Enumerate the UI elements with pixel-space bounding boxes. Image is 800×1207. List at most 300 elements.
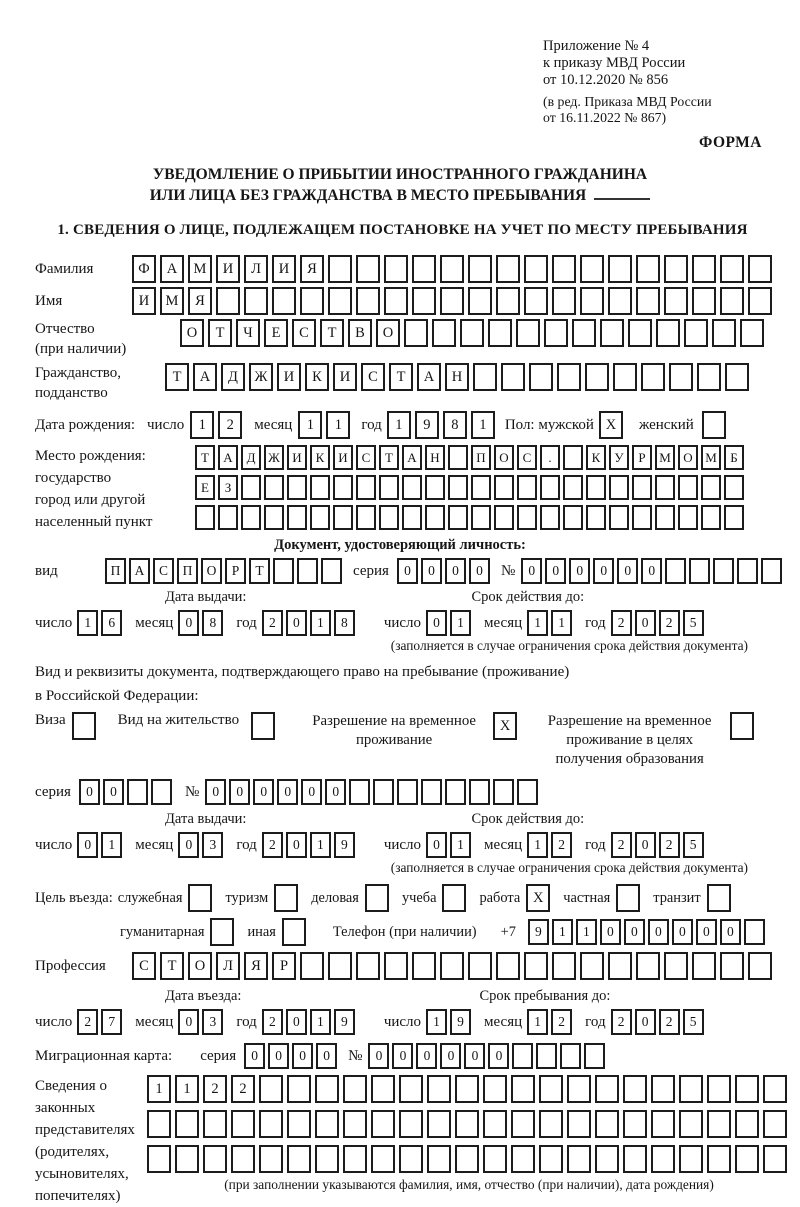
form-cell[interactable]: 0	[229, 779, 250, 805]
residence-permit-checkbox[interactable]	[251, 712, 279, 740]
entry-day-cells[interactable]	[77, 1009, 125, 1035]
visa-checkbox[interactable]	[72, 712, 100, 740]
form-cell[interactable]: О	[376, 319, 400, 347]
form-cell[interactable]: 2	[659, 1009, 680, 1035]
birth-day-cells[interactable]	[190, 411, 246, 439]
form-cell[interactable]: И	[333, 445, 353, 470]
purpose-commercial-checkbox[interactable]	[365, 884, 389, 912]
form-cell[interactable]: М	[160, 287, 184, 315]
form-cell[interactable]: 0	[205, 779, 226, 805]
form-cell[interactable]	[203, 1145, 227, 1173]
form-cell[interactable]: О	[180, 319, 204, 347]
form-cell[interactable]	[264, 505, 284, 530]
form-cell[interactable]	[572, 319, 596, 347]
form-cell[interactable]	[471, 475, 491, 500]
form-cell[interactable]: 1	[527, 610, 548, 636]
form-cell[interactable]	[655, 475, 675, 500]
birthplace-row3-cells[interactable]	[195, 505, 747, 530]
form-cell[interactable]	[384, 287, 408, 315]
purpose-business-checkbox[interactable]	[188, 884, 216, 912]
doc-issue-month-cells[interactable]	[178, 610, 226, 636]
form-cell[interactable]	[585, 363, 609, 391]
form-cell[interactable]: 1	[298, 411, 322, 439]
form-cell[interactable]: 0	[464, 1043, 485, 1069]
form-cell[interactable]	[763, 1145, 787, 1173]
purpose-private-checkbox[interactable]	[616, 884, 640, 912]
form-cell[interactable]	[328, 287, 352, 315]
form-cell[interactable]: 0	[648, 919, 669, 945]
purpose-study-checkbox[interactable]	[442, 884, 466, 912]
form-cell[interactable]	[272, 287, 296, 315]
form-cell[interactable]	[664, 255, 688, 283]
form-cell[interactable]	[679, 1145, 703, 1173]
form-cell[interactable]	[623, 1145, 647, 1173]
form-cell[interactable]	[315, 1110, 339, 1138]
form-cell[interactable]: 2	[611, 832, 632, 858]
form-cell[interactable]	[584, 1043, 605, 1069]
form-cell[interactable]: 0	[641, 558, 662, 584]
form-cell[interactable]	[371, 1110, 395, 1138]
form-cell[interactable]: Я	[244, 952, 268, 980]
form-cell[interactable]: 9	[528, 919, 549, 945]
form-cell[interactable]	[524, 952, 548, 980]
form-cell[interactable]: 1	[471, 411, 495, 439]
form-cell[interactable]	[241, 505, 261, 530]
form-cell[interactable]	[595, 1075, 619, 1103]
form-cell[interactable]	[678, 475, 698, 500]
form-cell[interactable]	[421, 779, 442, 805]
form-cell[interactable]	[517, 779, 538, 805]
form-cell[interactable]	[412, 287, 436, 315]
form-cell[interactable]: 0	[624, 919, 645, 945]
form-cell[interactable]	[692, 287, 716, 315]
form-cell[interactable]: М	[188, 255, 212, 283]
form-cell[interactable]: 0	[635, 610, 656, 636]
form-cell[interactable]	[511, 1110, 535, 1138]
form-cell[interactable]	[724, 475, 744, 500]
purpose-work-checkbox[interactable]: X	[526, 884, 550, 912]
form-cell[interactable]: А	[402, 445, 422, 470]
form-cell[interactable]: 0	[440, 1043, 461, 1069]
male-checkbox[interactable]: X	[599, 411, 623, 439]
form-cell[interactable]: С	[361, 363, 385, 391]
form-cell[interactable]	[707, 1110, 731, 1138]
form-cell[interactable]	[552, 287, 576, 315]
form-cell[interactable]: О	[188, 952, 212, 980]
form-cell[interactable]	[560, 1043, 581, 1069]
form-cell[interactable]: И	[216, 255, 240, 283]
doc-valid-year-cells[interactable]	[611, 610, 707, 636]
form-cell[interactable]: 2	[262, 832, 283, 858]
representatives-row2-cells[interactable]	[147, 1110, 791, 1138]
form-cell[interactable]: А	[160, 255, 184, 283]
form-cell[interactable]	[512, 1043, 533, 1069]
form-cell[interactable]: 9	[415, 411, 439, 439]
form-cell[interactable]	[218, 505, 238, 530]
form-cell[interactable]: 5	[683, 832, 704, 858]
form-cell[interactable]: Ж	[249, 363, 273, 391]
form-cell[interactable]: 8	[443, 411, 467, 439]
form-cell[interactable]: П	[471, 445, 491, 470]
form-cell[interactable]	[300, 952, 324, 980]
form-cell[interactable]	[244, 287, 268, 315]
representatives-row3-cells[interactable]	[147, 1145, 791, 1173]
form-cell[interactable]	[356, 952, 380, 980]
form-cell[interactable]	[580, 255, 604, 283]
form-cell[interactable]: 0	[545, 558, 566, 584]
form-cell[interactable]: 1	[527, 832, 548, 858]
form-cell[interactable]	[567, 1110, 591, 1138]
res-series-cells[interactable]	[79, 779, 175, 805]
form-cell[interactable]: И	[287, 445, 307, 470]
form-cell[interactable]: 1	[175, 1075, 199, 1103]
form-cell[interactable]: 0	[426, 610, 447, 636]
form-cell[interactable]	[609, 505, 629, 530]
representatives-row1-cells[interactable]	[147, 1075, 791, 1103]
form-cell[interactable]: 0	[445, 558, 466, 584]
form-cell[interactable]	[496, 952, 520, 980]
form-cell[interactable]	[608, 287, 632, 315]
form-cell[interactable]	[689, 558, 710, 584]
form-cell[interactable]	[632, 505, 652, 530]
entry-year-cells[interactable]	[262, 1009, 358, 1035]
form-cell[interactable]: 9	[450, 1009, 471, 1035]
form-cell[interactable]: Р	[225, 558, 246, 584]
form-cell[interactable]	[321, 558, 342, 584]
form-cell[interactable]	[440, 287, 464, 315]
form-cell[interactable]: Н	[425, 445, 445, 470]
form-cell[interactable]: 2	[659, 832, 680, 858]
form-cell[interactable]	[402, 505, 422, 530]
form-cell[interactable]	[379, 505, 399, 530]
form-cell[interactable]: М	[701, 445, 721, 470]
form-cell[interactable]	[552, 255, 576, 283]
form-cell[interactable]: Н	[445, 363, 469, 391]
form-cell[interactable]: Т	[379, 445, 399, 470]
form-cell[interactable]: 0	[286, 610, 307, 636]
form-cell[interactable]	[147, 1145, 171, 1173]
form-cell[interactable]	[608, 255, 632, 283]
form-cell[interactable]	[203, 1110, 227, 1138]
form-cell[interactable]	[496, 287, 520, 315]
form-cell[interactable]	[427, 1110, 451, 1138]
form-cell[interactable]: 0	[268, 1043, 289, 1069]
form-cell[interactable]: О	[494, 445, 514, 470]
form-cell[interactable]: 9	[334, 1009, 355, 1035]
form-cell[interactable]	[712, 319, 736, 347]
purpose-study-checkbox[interactable]	[442, 884, 470, 912]
form-cell[interactable]: 0	[569, 558, 590, 584]
form-cell[interactable]	[315, 1075, 339, 1103]
form-cell[interactable]: А	[129, 558, 150, 584]
given-name-cells[interactable]	[132, 287, 776, 315]
form-cell[interactable]	[655, 505, 675, 530]
form-cell[interactable]: 2	[231, 1075, 255, 1103]
form-cell[interactable]	[328, 255, 352, 283]
form-cell[interactable]	[692, 255, 716, 283]
temp-residence-edu-checkbox[interactable]	[730, 712, 758, 740]
form-cell[interactable]	[517, 475, 537, 500]
stay-day-cells[interactable]	[426, 1009, 474, 1035]
form-cell[interactable]: 0	[696, 919, 717, 945]
form-cell[interactable]: З	[218, 475, 238, 500]
form-cell[interactable]	[628, 319, 652, 347]
temp-residence-checkbox[interactable]: X	[493, 712, 517, 740]
form-cell[interactable]	[763, 1110, 787, 1138]
form-cell[interactable]	[539, 1110, 563, 1138]
form-cell[interactable]: Т	[249, 558, 270, 584]
purpose-other-checkbox[interactable]	[282, 918, 306, 946]
form-cell[interactable]: Л	[216, 952, 240, 980]
form-cell[interactable]	[609, 475, 629, 500]
form-cell[interactable]: С	[132, 952, 156, 980]
form-cell[interactable]: 0	[244, 1043, 265, 1069]
form-cell[interactable]	[287, 1110, 311, 1138]
purpose-private-checkbox[interactable]	[616, 884, 644, 912]
form-cell[interactable]	[563, 445, 583, 470]
form-cell[interactable]: Т	[389, 363, 413, 391]
doc-kind-cells[interactable]	[105, 558, 345, 584]
form-cell[interactable]: 5	[683, 610, 704, 636]
form-cell[interactable]	[300, 287, 324, 315]
form-cell[interactable]: Т	[160, 952, 184, 980]
form-cell[interactable]	[623, 1075, 647, 1103]
form-cell[interactable]: О	[678, 445, 698, 470]
form-cell[interactable]	[445, 779, 466, 805]
form-cell[interactable]: Ч	[236, 319, 260, 347]
form-cell[interactable]	[567, 1075, 591, 1103]
form-cell[interactable]: 2	[551, 1009, 572, 1035]
form-cell[interactable]: Я	[300, 255, 324, 283]
doc-valid-day-cells[interactable]	[426, 610, 474, 636]
form-cell[interactable]	[427, 1075, 451, 1103]
form-cell[interactable]	[651, 1075, 675, 1103]
form-cell[interactable]: 0	[292, 1043, 313, 1069]
form-cell[interactable]	[488, 319, 512, 347]
form-cell[interactable]	[460, 319, 484, 347]
form-cell[interactable]	[402, 475, 422, 500]
form-cell[interactable]: 2	[262, 610, 283, 636]
form-cell[interactable]	[737, 558, 758, 584]
form-cell[interactable]: 1	[527, 1009, 548, 1035]
form-cell[interactable]: Т	[208, 319, 232, 347]
form-cell[interactable]	[761, 558, 782, 584]
form-cell[interactable]: 1	[190, 411, 214, 439]
form-cell[interactable]	[563, 505, 583, 530]
birthplace-row1-cells[interactable]	[195, 445, 747, 470]
form-cell[interactable]: К	[305, 363, 329, 391]
doc-valid-month-cells[interactable]	[527, 610, 575, 636]
form-cell[interactable]: П	[177, 558, 198, 584]
form-cell[interactable]	[397, 779, 418, 805]
form-cell[interactable]	[529, 363, 553, 391]
form-cell[interactable]	[552, 952, 576, 980]
res-valid-day-cells[interactable]	[426, 832, 474, 858]
form-cell[interactable]: 0	[178, 1009, 199, 1035]
form-cell[interactable]: Е	[264, 319, 288, 347]
form-cell[interactable]: Б	[724, 445, 744, 470]
form-cell[interactable]	[259, 1110, 283, 1138]
form-cell[interactable]: И	[132, 287, 156, 315]
purpose-other-checkbox[interactable]	[282, 918, 310, 946]
form-cell[interactable]	[713, 558, 734, 584]
res-valid-year-cells[interactable]	[611, 832, 707, 858]
form-cell[interactable]	[557, 363, 581, 391]
res-issue-day-cells[interactable]	[77, 832, 125, 858]
form-cell[interactable]: А	[218, 445, 238, 470]
form-cell[interactable]: 1	[147, 1075, 171, 1103]
doc-series-cells[interactable]	[397, 558, 493, 584]
form-cell[interactable]	[343, 1110, 367, 1138]
res-number-cells[interactable]	[205, 779, 541, 805]
form-cell[interactable]: А	[193, 363, 217, 391]
form-cell[interactable]: 0	[617, 558, 638, 584]
form-cell[interactable]: 1	[552, 919, 573, 945]
form-cell[interactable]: 1	[77, 610, 98, 636]
form-cell[interactable]	[356, 475, 376, 500]
form-cell[interactable]: 0	[286, 1009, 307, 1035]
form-cell[interactable]	[468, 952, 492, 980]
form-cell[interactable]: 8	[202, 610, 223, 636]
form-cell[interactable]: 9	[334, 832, 355, 858]
form-cell[interactable]: 2	[77, 1009, 98, 1035]
form-cell[interactable]: 0	[426, 832, 447, 858]
form-cell[interactable]	[540, 505, 560, 530]
citizenship-cells[interactable]	[165, 363, 753, 391]
form-cell[interactable]: Л	[244, 255, 268, 283]
form-cell[interactable]	[539, 1075, 563, 1103]
form-cell[interactable]	[147, 1110, 171, 1138]
form-cell[interactable]	[563, 475, 583, 500]
form-cell[interactable]	[748, 287, 772, 315]
form-cell[interactable]	[371, 1145, 395, 1173]
form-cell[interactable]	[720, 255, 744, 283]
form-cell[interactable]: 0	[301, 779, 322, 805]
form-cell[interactable]: И	[277, 363, 301, 391]
form-cell[interactable]	[720, 287, 744, 315]
form-cell[interactable]	[600, 319, 624, 347]
form-cell[interactable]	[586, 475, 606, 500]
form-cell[interactable]	[315, 1145, 339, 1173]
form-cell[interactable]	[127, 779, 148, 805]
form-cell[interactable]	[740, 319, 764, 347]
form-cell[interactable]	[483, 1145, 507, 1173]
form-cell[interactable]: Ф	[132, 255, 156, 283]
form-cell[interactable]	[567, 1145, 591, 1173]
form-cell[interactable]: 0	[277, 779, 298, 805]
form-cell[interactable]: 0	[178, 610, 199, 636]
form-cell[interactable]	[735, 1110, 759, 1138]
res-valid-month-cells[interactable]	[527, 832, 575, 858]
form-cell[interactable]	[427, 1145, 451, 1173]
form-cell[interactable]	[455, 1110, 479, 1138]
form-cell[interactable]	[735, 1145, 759, 1173]
form-cell[interactable]	[665, 558, 686, 584]
purpose-tourism-checkbox[interactable]	[274, 884, 302, 912]
form-cell[interactable]	[496, 255, 520, 283]
form-cell[interactable]: А	[417, 363, 441, 391]
form-cell[interactable]: 1	[551, 610, 572, 636]
form-cell[interactable]	[310, 505, 330, 530]
form-cell[interactable]: 2	[659, 610, 680, 636]
form-cell[interactable]	[701, 505, 721, 530]
form-cell[interactable]	[356, 287, 380, 315]
form-cell[interactable]: 0	[397, 558, 418, 584]
form-cell[interactable]	[425, 505, 445, 530]
form-cell[interactable]	[595, 1145, 619, 1173]
form-cell[interactable]: 0	[77, 832, 98, 858]
form-cell[interactable]: Р	[632, 445, 652, 470]
form-cell[interactable]: Т	[320, 319, 344, 347]
form-cell[interactable]: 1	[310, 610, 331, 636]
form-cell[interactable]	[468, 287, 492, 315]
form-cell[interactable]	[287, 1075, 311, 1103]
form-cell[interactable]: 3	[202, 1009, 223, 1035]
form-cell[interactable]	[540, 475, 560, 500]
stay-month-cells[interactable]	[527, 1009, 575, 1035]
form-cell[interactable]: С	[292, 319, 316, 347]
form-cell[interactable]	[707, 1145, 731, 1173]
form-cell[interactable]	[725, 363, 749, 391]
form-cell[interactable]: С	[356, 445, 376, 470]
form-cell[interactable]	[684, 319, 708, 347]
form-cell[interactable]: В	[348, 319, 372, 347]
form-cell[interactable]: К	[310, 445, 330, 470]
doc-issue-year-cells[interactable]	[262, 610, 358, 636]
form-cell[interactable]	[748, 952, 772, 980]
form-cell[interactable]	[195, 505, 215, 530]
birth-month-cells[interactable]	[298, 411, 354, 439]
form-cell[interactable]: 0	[416, 1043, 437, 1069]
form-cell[interactable]	[669, 363, 693, 391]
form-cell[interactable]	[724, 505, 744, 530]
form-cell[interactable]: О	[201, 558, 222, 584]
form-cell[interactable]	[469, 779, 490, 805]
form-cell[interactable]	[259, 1075, 283, 1103]
surname-cells[interactable]	[132, 255, 776, 283]
form-cell[interactable]	[399, 1110, 423, 1138]
purpose-business-checkbox[interactable]	[188, 884, 212, 912]
form-cell[interactable]: 1	[310, 832, 331, 858]
form-cell[interactable]	[448, 475, 468, 500]
male-checkbox[interactable]	[599, 411, 627, 439]
form-cell[interactable]	[483, 1075, 507, 1103]
form-cell[interactable]	[310, 475, 330, 500]
form-cell[interactable]	[586, 505, 606, 530]
form-cell[interactable]: 1	[310, 1009, 331, 1035]
form-cell[interactable]	[287, 475, 307, 500]
phone-cells[interactable]	[528, 919, 768, 945]
visa-checkbox[interactable]	[72, 712, 96, 740]
form-cell[interactable]	[297, 558, 318, 584]
form-cell[interactable]	[636, 255, 660, 283]
form-cell[interactable]	[735, 1075, 759, 1103]
entry-month-cells[interactable]	[178, 1009, 226, 1035]
form-cell[interactable]	[343, 1145, 367, 1173]
form-cell[interactable]: 2	[203, 1075, 227, 1103]
form-cell[interactable]	[287, 1145, 311, 1173]
form-cell[interactable]	[287, 505, 307, 530]
form-cell[interactable]	[399, 1075, 423, 1103]
form-cell[interactable]	[501, 363, 525, 391]
form-cell[interactable]	[636, 952, 660, 980]
form-cell[interactable]: 1	[326, 411, 350, 439]
form-cell[interactable]: М	[655, 445, 675, 470]
form-cell[interactable]: Д	[241, 445, 261, 470]
form-cell[interactable]: 0	[720, 919, 741, 945]
form-cell[interactable]	[651, 1145, 675, 1173]
form-cell[interactable]	[483, 1110, 507, 1138]
